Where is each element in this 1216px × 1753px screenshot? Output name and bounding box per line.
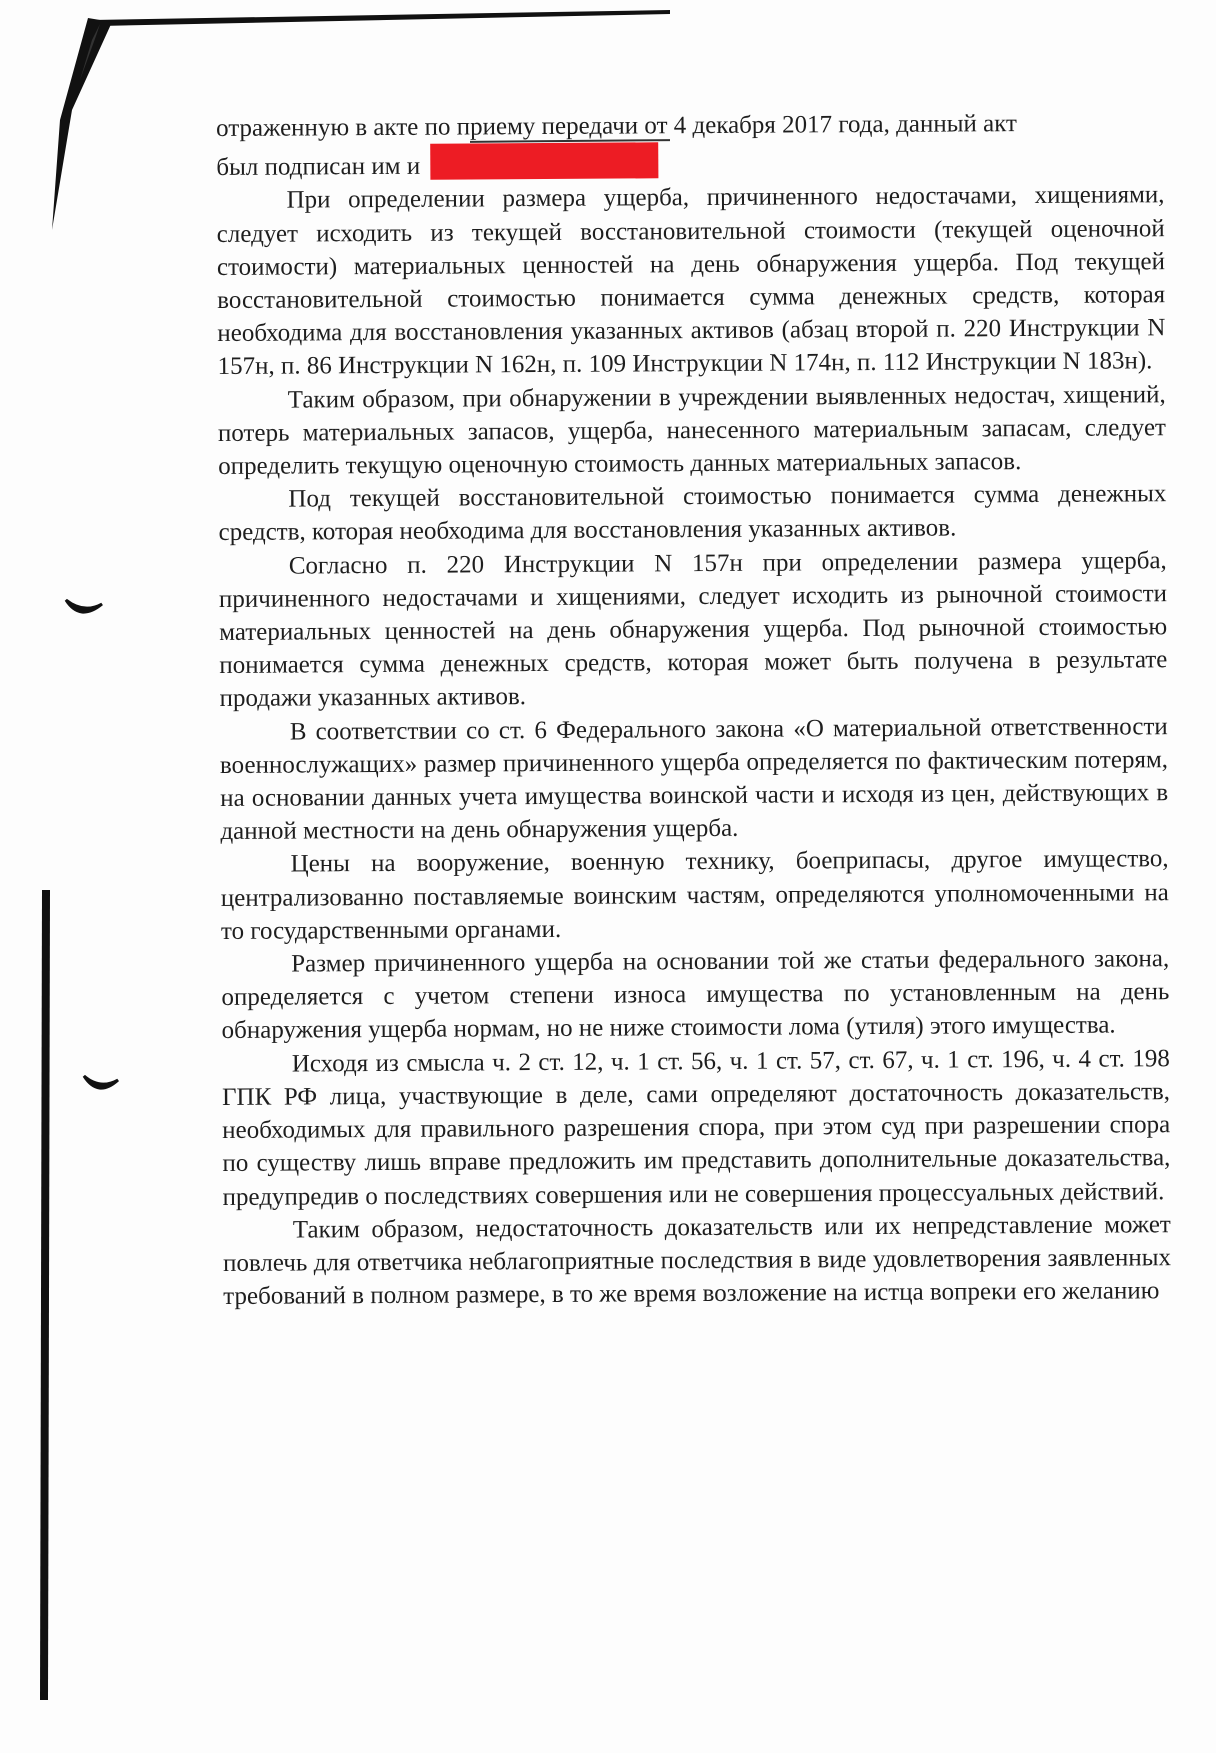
document-body [216,106,1171,1313]
paragraph: Таким образом, недостаточность доказательств или их непредставление может повлечь для ответчика неблагоприятные последствия в виде удовлетворения заявленных требований в полном размере, в то же время возложение на истца вопреки его желанию [222,1210,1172,1311]
paragraph-first-line: отраженную в акте по приему передачи от 4 декабря 2017 года, данный акт [216,110,1018,142]
signature-line-text: был подписан им и [216,152,421,182]
corner-streak [52,18,112,230]
paragraph: Под текущей восстановительной стоимостью понимается сумма денежных средств, которая необходима для восстановления указанных активов. [218,480,1167,547]
corner-streak-thin [80,24,100,80]
paragraph: Таким образом, при обнаружении в учреждении выявленных недостач, хищений, потерь материальных запасов, ущерба, нанесенного материальным запасам, следует определить текущую оценочную стоимость данных материальных запасов. [217,380,1167,481]
top-edge-streak [92,10,670,26]
margin-mark-lower [84,1076,118,1088]
paragraph: Размер причиненного ущерба на основании той же статьи федерального закона, определяется с учетом степени износа имущества по установленным на день обнаружения ущерба нормам, но не ниже стоимости лома (утиля) этого имущества. [221,945,1170,1045]
redaction-block [430,143,658,180]
paragraph: Исходя из смысла ч. 2 ст. 12, ч. 1 ст. 56, ч. 1 ст. 57, ст. 67, ч. 1 ст. 196, ч. 4 ст. 198 ГПК РФ лица, участвующие в деле, сами определяют достаточность доказательств, необходимых для правильного разрешения спора, при этом суд при разрешении спора по существу лишь вправе предложить им представить дополнительные доказательства, предупредив о последствиях совершения или не совершения процессуальных действий. [221,1044,1171,1211]
paragraph: В соответствии со ст. 6 Федерального закона «О материальной ответственности военнослужащих» размер причиненного ущерба определяется по фактическим потерям, на основании данных учета имущества воинской части и исходя из цен, действующих в данной местности на день обнаружения ущерба. [219,712,1169,846]
paragraph: При определении размера ущерба, причиненного недостачами, хищениями, следует исходить из текущей восстановительной стоимости (текущей оценочной стоимости) материальных ценностей на день обнаружения ущерба. Под текущей восстановительной стоимостью понимается сумма денежных средств, которая необходима для восстановления указанных активов (абзац второй п. 220 Инструкции N 157н, п. 86 Инструкции N 162н, п. 109 Инструкции N 174н, п. 112 Инструкции N 183н). [216,181,1166,381]
paragraph: Цены на вооружение, военную технику, боеприпасы, другое имущество, централизованно поставляемые воинским частям, определяются уполномоченными на то государственными органами. [220,845,1169,945]
margin-mark-upper [66,600,102,612]
paragraph: Согласно п. 220 Инструкции N 157н при определении размера ущерба, причиненного недостачами и хищениями, следует исходить из рыночной стоимости материальных ценностей на день обнаружения ущерба. Под рыночной стоимостью понимается сумма денежных средств, которая может быть получена в результате продажи указанных активов. [218,546,1168,713]
left-edge-line [40,890,50,1700]
paragraph-signature-line [216,139,1164,184]
